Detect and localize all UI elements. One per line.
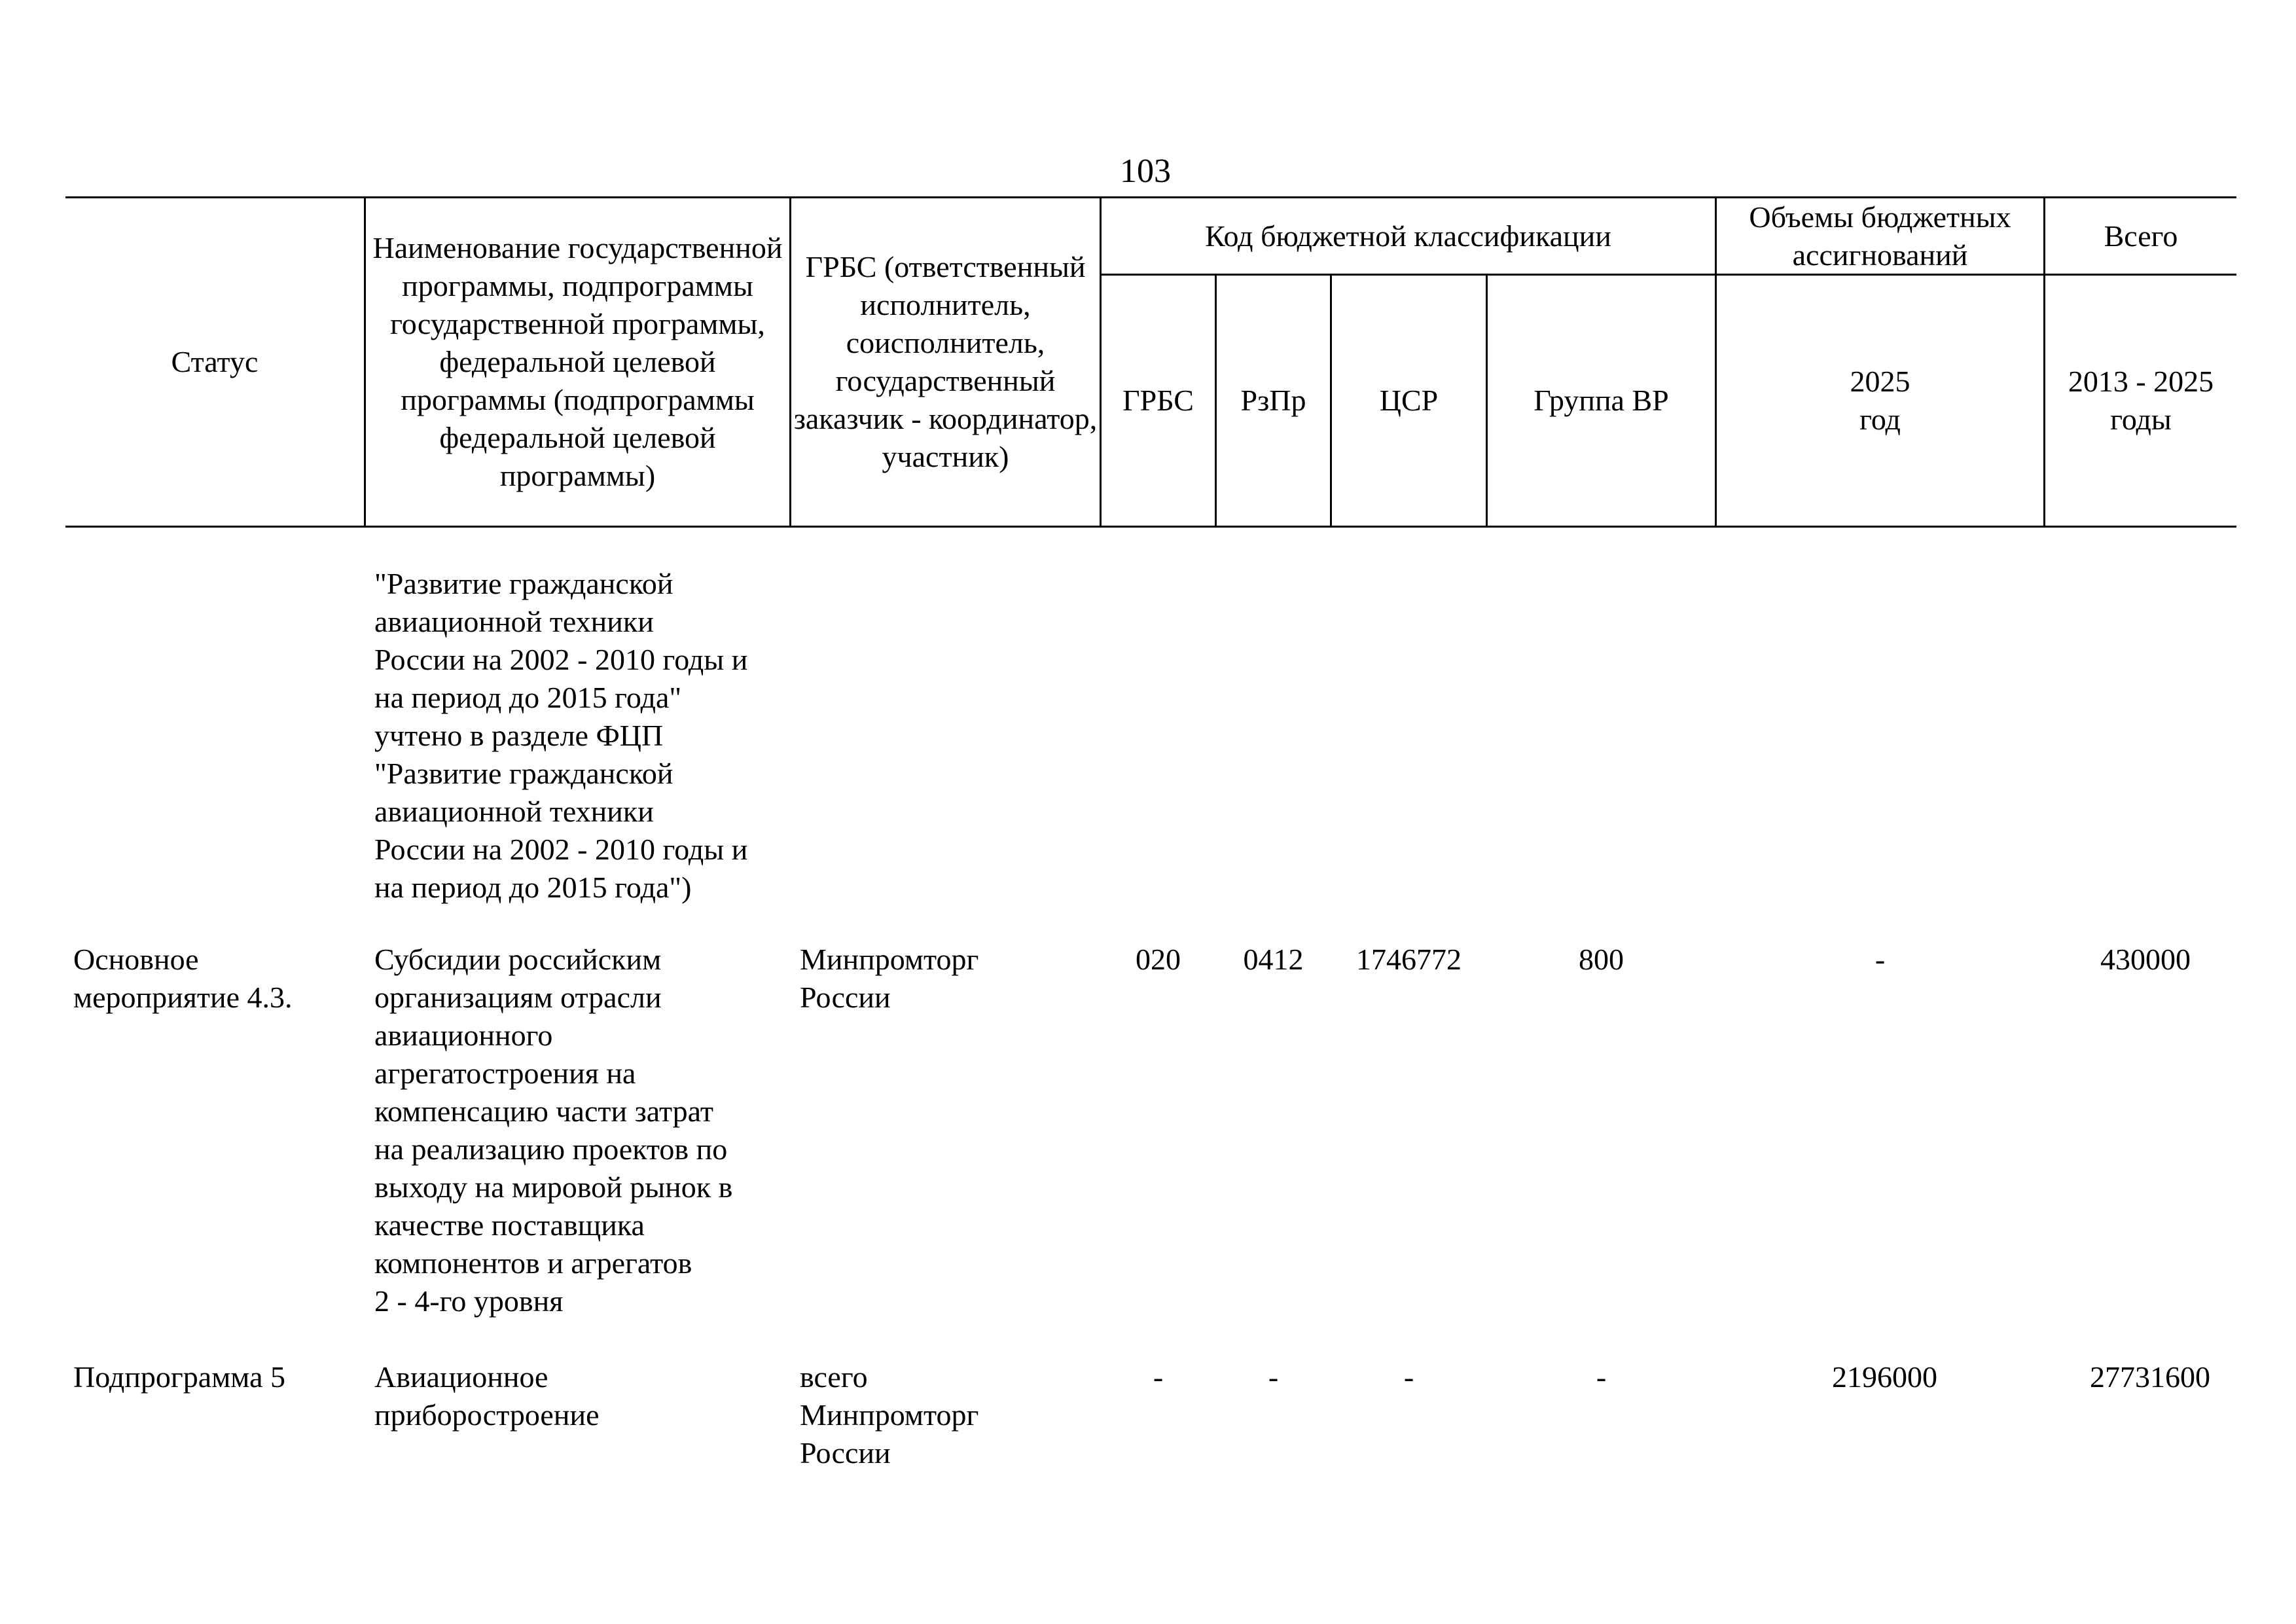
row-year-2025: - [1874, 943, 1886, 976]
row-rzpr: 0412 [1243, 943, 1304, 976]
header-grbs-role: ГРБС (ответственный исполнитель, соисполнитель, государственный заказчик - координатор, участник) [793, 250, 1098, 473]
row-status: Подпрограмма 5 [73, 1360, 286, 1394]
header-budget-code: Код бюджетной классификации [1205, 219, 1611, 253]
header-status: Статус [171, 345, 259, 378]
row-total: 430000 [2100, 943, 2191, 976]
row-year-2025: 2196000 [1832, 1360, 1937, 1394]
row-group-vr: - [1596, 1360, 1607, 1394]
header-group-vr: Группа ВР [1534, 384, 1669, 417]
header-years-total: 2013 - 2025 годы [2068, 365, 2214, 436]
header-program-name: Наименование государственной программы, подпрограммы государственной программы, федеральной целевой программы (подпрограммы федеральной целевой программы) [372, 231, 783, 492]
header-rzpr: РзПр [1240, 384, 1306, 417]
page-number: 103 [1120, 153, 1171, 190]
row-status: Основное мероприятие 4.3. [73, 943, 293, 1014]
header-csr: ЦСР [1379, 384, 1439, 417]
row-rzpr: - [1268, 1360, 1279, 1394]
row-csr: - [1403, 1360, 1414, 1394]
header-year-2025: 2025 год [1850, 365, 1910, 436]
row-grbs: - [1153, 1360, 1164, 1394]
row-program-name: Субсидии российским организациям отрасли авиационного агрегатостроения на компенсацию части затрат на реализацию проектов по выходу на мировой рынок в качестве поставщика компонентов и агрегатов 2 - 4-го уровня [374, 943, 733, 1318]
header-volumes: Объемы бюджетных ассигнований [1749, 200, 2011, 272]
row-program-name: "Развитие гражданской авиационной техники России на 2002 - 2010 годы и на период до 2015 года" учтено в разделе ФЦП "Развитие гражданской авиационной техники России на 2002 - 2010 годы и на период до 2015 года") [374, 567, 748, 904]
row-grbs-role: всего Минпромторг России [800, 1360, 979, 1470]
row-total: 27731600 [2090, 1360, 2210, 1394]
row-grbs-role: Минпромторг России [800, 943, 979, 1014]
header-bottom-border [65, 526, 2236, 528]
row-group-vr: 800 [1579, 943, 1624, 976]
row-grbs: 020 [1136, 943, 1181, 976]
row-program-name: Авиационное приборостроение [374, 1360, 600, 1432]
row-csr: 1746772 [1356, 943, 1462, 976]
header-grbs: ГРБС [1122, 384, 1194, 417]
header-total: Всего [2104, 219, 2178, 253]
